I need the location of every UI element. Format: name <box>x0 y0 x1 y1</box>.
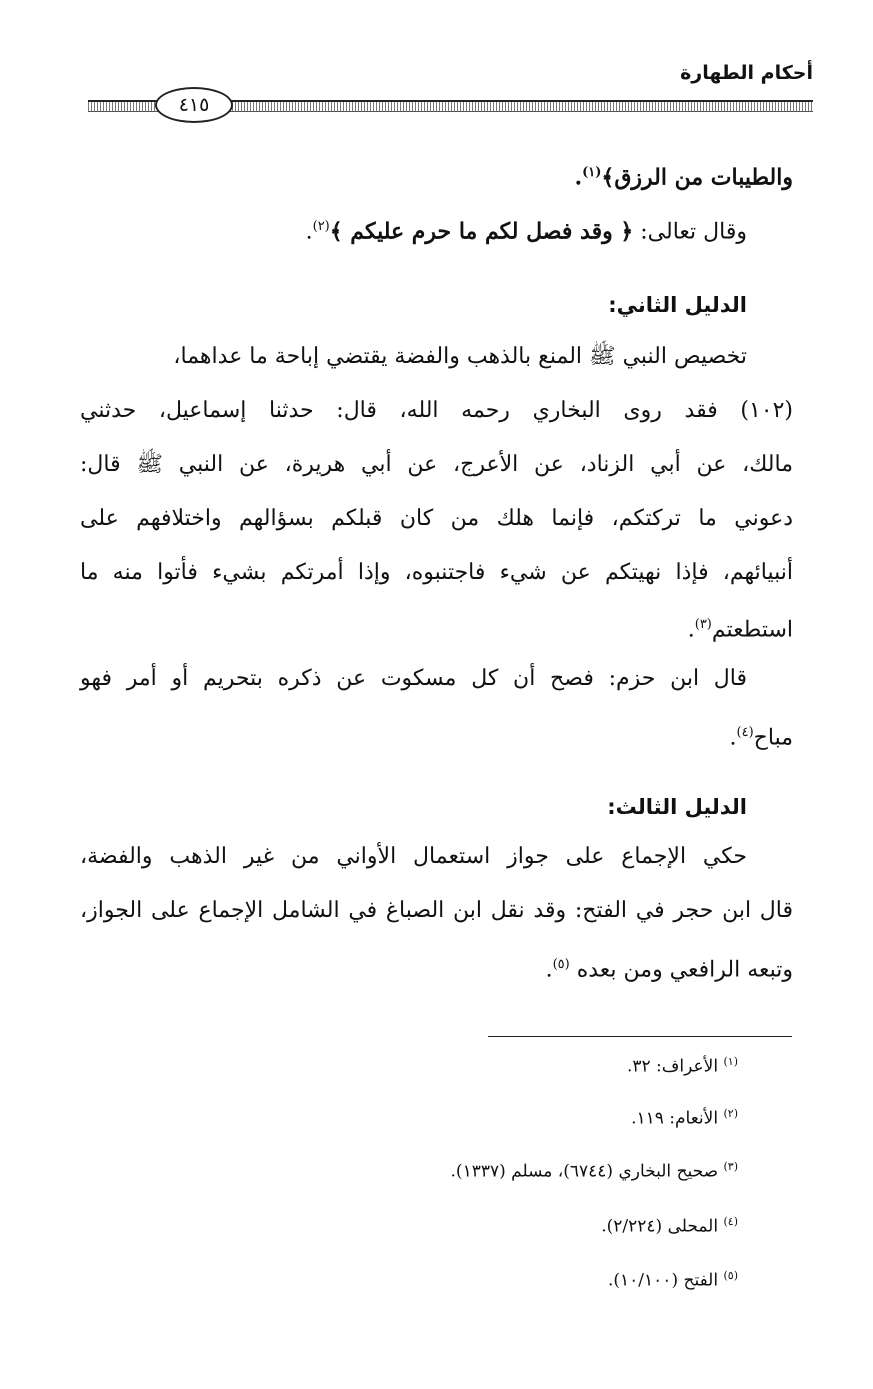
footnote-text: الفتح (١٠/١٠٠). <box>608 1270 724 1291</box>
verse-line-1 <box>574 158 793 192</box>
paragraph-line-6: مالك، عن أبي الزناد، عن الأعرج، عن أبي هريرة، عن النبي ﷺ قال: <box>80 452 793 477</box>
footnote-ref-1: (١) <box>582 165 602 180</box>
paragraph-line-15 <box>546 950 793 985</box>
footnote-ref-3: (٣) <box>694 617 712 632</box>
paragraph-line-5: (١٠٢) فقد روى البخاري رحمه الله، قال: حدثنا إسماعيل، حدثني <box>80 398 793 423</box>
paragraph-line-8: أنبيائهم، فإذا نهيتكم عن شيء فاجتنبوه، وإذا أمرتكم بشيء فأتوا منه ما <box>80 560 793 585</box>
footnote-2 <box>631 1107 738 1129</box>
paragraph-line-14: قال ابن حجر في الفتح: وقد نقل ابن الصباغ في الشامل الإجماع على الجواز، <box>80 898 793 923</box>
footnote-number: (٣) <box>723 1160 738 1173</box>
paragraph-line-9 <box>688 610 793 645</box>
verse-line-2 <box>306 212 747 247</box>
footnote-4 <box>601 1215 738 1237</box>
line-text: مباح <box>753 725 793 751</box>
paragraph-line-11 <box>730 718 793 753</box>
paragraph-line-7: دعوني ما تركتكم، فإنما هلك من كان قبلكم بسؤالهم واختلافهم على <box>80 506 793 531</box>
page-number: ٤١٥ <box>155 87 233 123</box>
footnote-text: الأعراف: ٣٢. <box>626 1056 724 1077</box>
running-title: أحكام الطهارة <box>680 62 813 84</box>
period: . <box>545 957 553 983</box>
footnote-text: المحلى (٢/٢٢٤). <box>601 1216 724 1237</box>
footnote-number: (٤) <box>723 1215 738 1228</box>
paragraph-line-4: تخصيص النبي ﷺ المنع بالذهب والفضة يقتضي إباحة ما عداهما، <box>173 344 747 369</box>
line-text: استطعتم <box>711 617 793 643</box>
footnote-number: (٢) <box>723 1107 738 1120</box>
heading-second-evidence: الدليل الثاني: <box>608 293 747 317</box>
paragraph-line-10: قال ابن حزم: فصح أن كل مسكوت عن ذكره بتحريم أو أمر فهو <box>80 666 747 691</box>
verse-end-text: والطيبات من الرزق <box>614 164 793 191</box>
line-text: وتبعه الرافعي ومن بعده <box>569 957 793 983</box>
period: . <box>729 725 737 751</box>
verse-intro: وقال تعالى: <box>633 219 747 245</box>
footnote-3 <box>451 1160 738 1182</box>
quran-verse: ﴿ وقد فصل لكم ما حرم عليكم ﴾ <box>329 218 634 245</box>
footnote-number: (١) <box>723 1055 738 1068</box>
footnote-separator <box>488 1036 792 1037</box>
period: . <box>574 164 583 191</box>
period: . <box>687 617 695 643</box>
footnote-ref-2: (٢) <box>312 219 330 234</box>
period: . <box>305 219 313 245</box>
footnote-number: (٥) <box>723 1269 738 1282</box>
footnote-1 <box>627 1055 738 1077</box>
footnote-5 <box>608 1269 738 1291</box>
heading-third-evidence: الدليل الثالث: <box>607 795 747 819</box>
footnote-ref-4: (٤) <box>736 725 754 740</box>
footnote-text: الأنعام: ١١٩. <box>631 1108 724 1129</box>
verse-bracket: ﴾ <box>601 164 615 191</box>
footnote-text: صحيح البخاري (٦٧٤٤)، مسلم (١٣٣٧). <box>450 1161 724 1182</box>
paragraph-line-13: حكي الإجماع على جواز استعمال الأواني من غير الذهب والفضة، <box>80 844 747 869</box>
footnote-ref-5: (٥) <box>552 957 570 972</box>
